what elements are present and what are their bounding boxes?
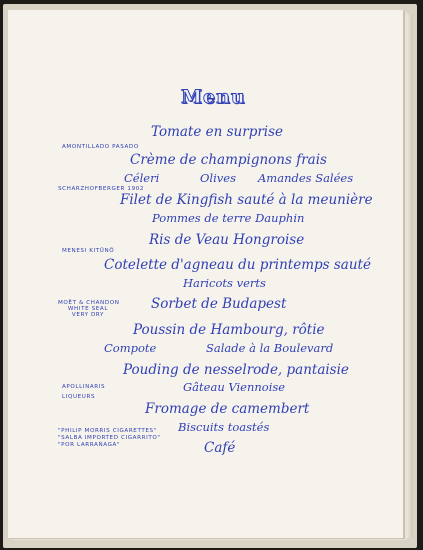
course-poussin: Poussin de Hambourg, rôtie [133,322,325,338]
cigarette-larranaga: "POR LARRAÑAGA" [58,442,121,448]
course-fromage: Fromage de camembert [145,401,310,417]
course-sorbet: Sorbet de Budapest [151,296,287,312]
wine-moet-line1: MOËT & CHANDON [58,300,120,306]
cigarette-philip-morris: "PHILIP MORRIS CIGARETTES" [58,428,157,434]
side-celeri: Céleri [124,171,160,185]
course-pouding: Pouding de nesselrode, pantaisie [123,362,349,378]
wine-menesi: MENESI KITÜNÖ [62,248,115,254]
course-tomate: Tomate en surprise [151,124,284,140]
side-pommes: Pommes de terre Dauphin [152,211,305,225]
side-gateau: Gâteau Viennoise [183,380,286,394]
course-ris-de-veau: Ris de Veau Hongroise [149,232,305,248]
course-creme: Crème de champignons frais [130,152,327,168]
wine-amontillado: AMONTILLADO PASADO [62,144,139,150]
wine-liqueurs: LIQUEURS [62,394,96,400]
page-edge [403,14,413,538]
side-compote: Compote [104,341,157,355]
course-filet: Filet de Kingfish sauté à la meunière [120,192,373,208]
wine-moet-line3: VERY DRY [71,312,105,318]
wine-moet-line2: WHITE SEAL [67,306,109,312]
side-haricots: Haricots verts [183,276,266,290]
side-olives: Olives [200,171,236,185]
side-amandes: Amandes Salées [258,171,354,185]
wine-apollinaris: APOLLINARIS [62,384,106,390]
cigarette-salba: "SALBA IMPORTED CIGARRITO" [58,435,161,441]
course-cotelette: Cotelette d'agneau du printemps sauté [104,257,371,273]
wine-scharzhofberger: SCHARZHOFBERGER 1902 [58,186,145,192]
side-salade: Salade à la Boulevard [206,341,334,355]
menu-title: Menu [181,86,246,108]
side-biscuits: Biscuits toastés [178,420,270,434]
course-cafe: Café [204,440,236,456]
